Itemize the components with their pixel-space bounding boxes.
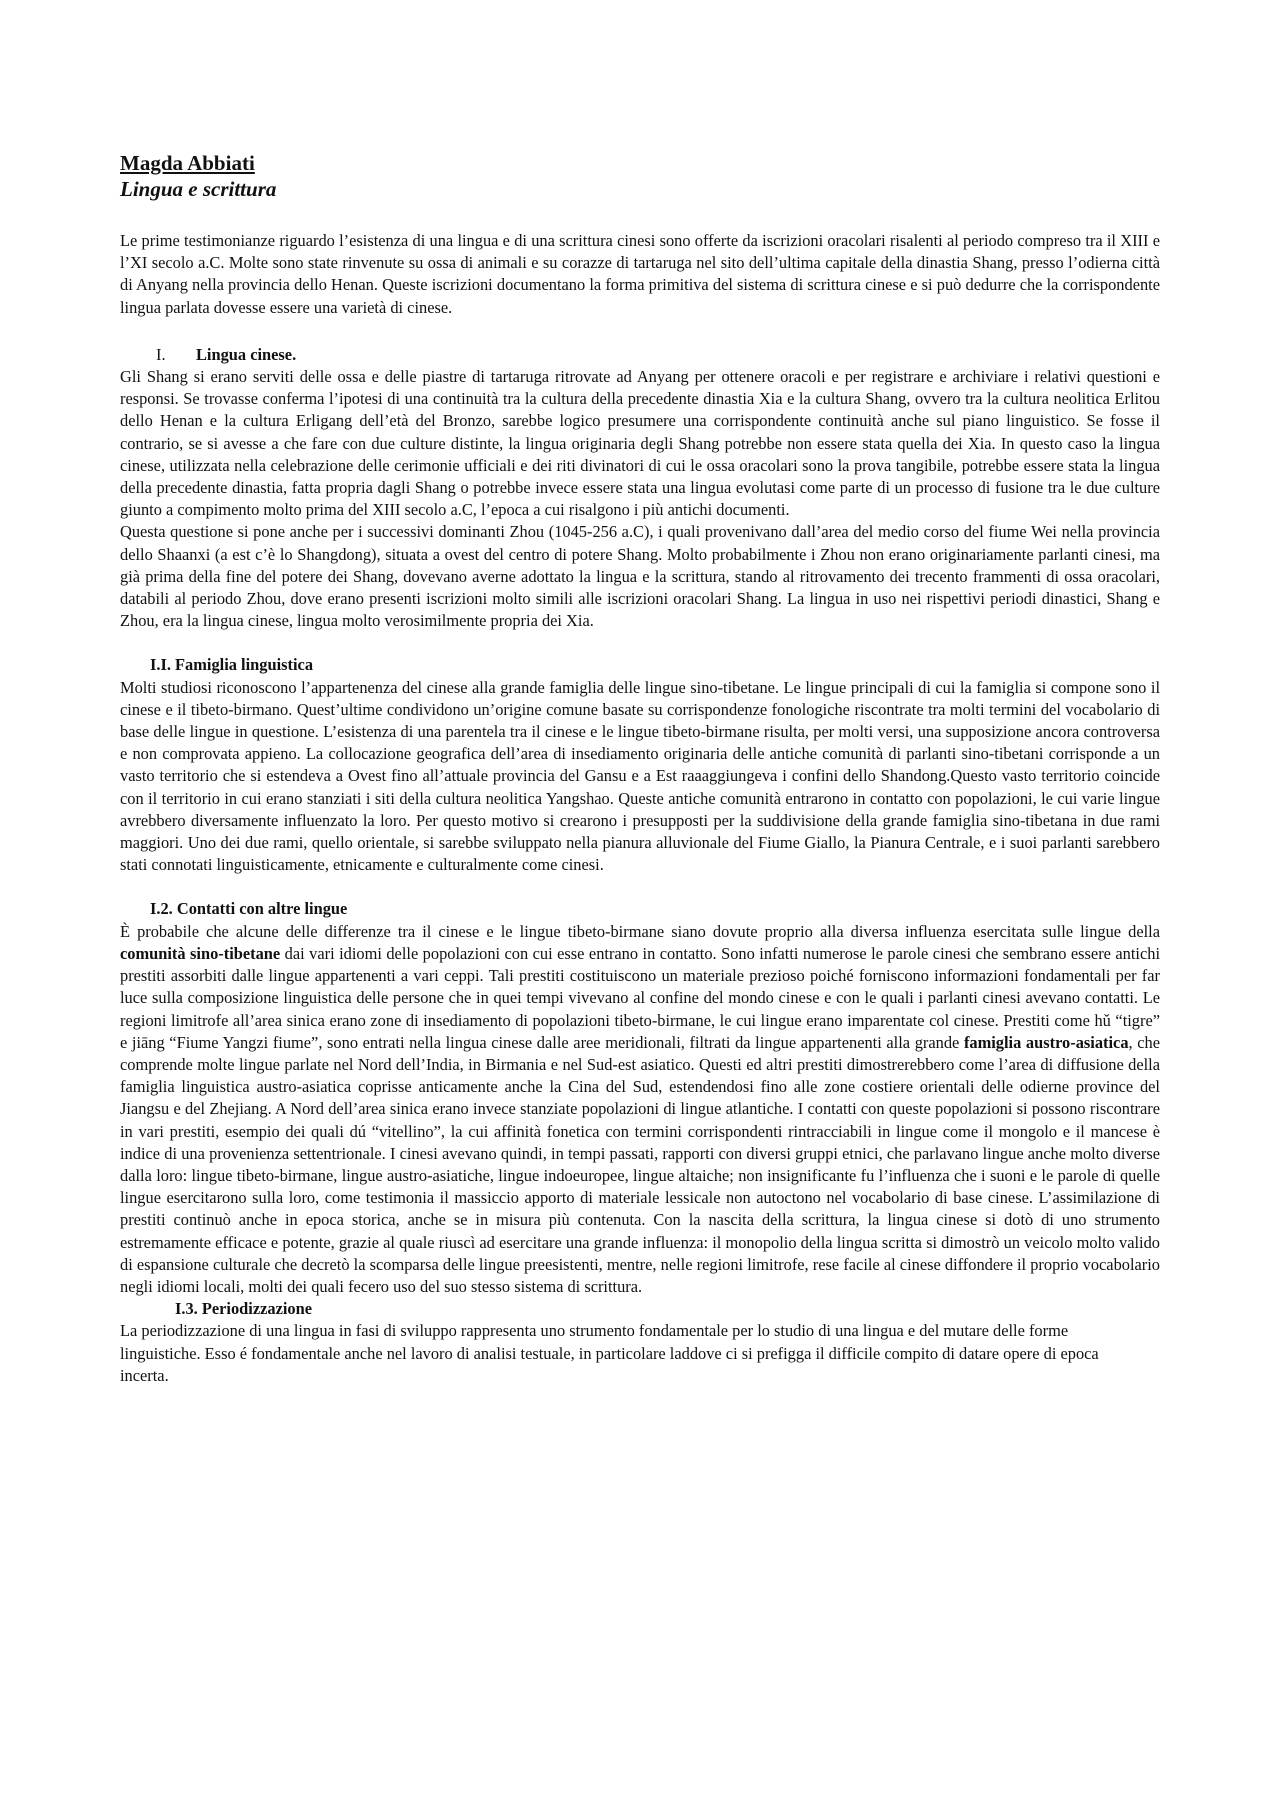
paragraph: Questa questione si pone anche per i successivi dominanti Zhou (1045-256 a.C), i quali provenivano dall’area del medio corso del fiume Wei nella provincia dello Shaanxi (a est c’è lo Shangdong), situata a ovest del centro di potere Shang. Molto probabilmente i Zhou non erano originariamente parlanti cinesi, ma già prima della fine del potere dei Shang, dovevano averne adottato la lingua e la scrittura, stando al ritrovamento dei trecento frammenti di ossa oracolari, databili al periodo Zhou, dove erano presenti iscrizioni molto simili alle iscrizioni oracolari Shang. La lingua in uso nei rispettivi periodi dinastici, Shang e Zhou, era la lingua cinese, lingua molto verosimilmente propria dei Xia. [120,522,1160,631]
paragraph: La periodizzazione di una lingua in fasi di sviluppo rappresenta uno strumento fondamentale per lo studio di una lingua e del mutare delle forme linguistiche. Esso é fondamentale anche nel lavoro di analisi testuale, in particolare laddove ci si prefigga il difficile compito di datare opere di epoca incerta. [120,1321,1099,1385]
section-title: Lingua cinese. [196,344,297,364]
text-run: dai vari idiomi delle popolazioni con cui esse entrano in contatto. Sono infatti numerose le parole cinesi che sembrano essere antichi prestiti assorbiti dalle lingue appartenenti a vari ceppi. Tali prestiti costituiscono un materiale prezioso poiché forniscono informazioni fondamentali per far luce sulla composizione linguistica delle persone che in quei tempi vivevano al confine del mondo cinese e con le quali i parlanti cinesi avevano contatti. Le regioni limitrofe all’area sinica erano zone di insediamento di popolazioni tibeto-birmane, le cui lingue erano imparentate col cinese. Prestiti come hǔ “tigre” e jiāng “Fiume Yangzi fiume”, sono entrati nella lingua cinese dalle aree meridionali, filtrati da lingue appartenenti alla grande [120,943,1161,1052]
paragraph: Gli Shang si erano serviti delle ossa e delle piastre di tartaruga ritrovate ad Anyang per ottenere oracoli e per registrare e archiviare i relativi questioni e responsi. Se trovasse conferma l’ipotesi di una continuità tra la cultura della precedente dinastia Xia e la cultura Shang, ovvero tra la cultura neolitica Erlitou dello Henan e la cultura Erligang dell’età del Bronzo, sarebbe logico presumere una corrispondente continuità anche sul piano linguistico. Se fosse il contrario, se si avesse a che fare con due culture distinte, la lingua originaria degli Shang potrebbe non essere stata quella dei Xia. In questo caso la lingua cinese, utilizzata nella celebrazione delle cerimonie ufficiali e dei riti divinatori di cui le ossa oracolari sono la prova tangibile, potrebbe essere stata la lingua della precedente dinastia, fatta propria dagli Shang o potrebbe invece essere stata una lingua evolutasi come parte di un processo di fusione tra le due culture giunto a compimento molto prima del XIII secolo a.C, l’epoca a cui risalgono i più antichi documenti. [120,367,1160,520]
paragraph [120,921,1160,1298]
text-run: È probabile che alcune delle differenze tra il cinese e le lingue tibeto-birmane siano dovute proprio alla diversa influenza esercitata sulle lingue della [120,921,1160,941]
section-heading-contatti: I.2. Contatti con altre lingue [150,899,348,919]
section-heading-famiglia-linguistica: I.I. Famiglia linguistica [150,655,314,675]
bold-term: famiglia austro-asiatica [963,1032,1129,1052]
section-number: I. [156,344,166,364]
document-subtitle: Lingua e scrittura [120,177,277,201]
intro-paragraph: Le prime testimonianze riguardo l’esistenza di una lingua e di una scrittura cinesi sono offerte da iscrizioni oracolari risalenti al periodo compreso tra il XIII e l’XI secolo a.C. Molte sono state rinvenute su ossa di animali e su corazze di tartaruga nel sito dell’ultima capitale della dinastia Shang, presso l’odierna città di Anyang nella provincia dello Henan. Queste iscrizioni documentano la forma primitiva del sistema di scrittura cinese e si può dedurre che la corrispondente lingua parlata dovesse essere una varietà di cinese. [120,231,1160,317]
document-page [120,150,1160,1387]
text-run: , che comprende molte lingue parlate nel Nord dell’India, in Birmania e nel Sud-est asiatico. Questi ed altri prestiti dimostrerebbero come l’area di diffusione della famiglia linguistica austro-asiatica coprisse anticamente anche la Cina del Sud, estendendosi fino alle zone costiere orientali delle odierne province del Jiangsu e del Zhejiang. A Nord dell’area sinica erano invece stanziate popolazioni di lingue atlantiche. I contatti con queste popolazioni si possono riscontrare in vari prestiti, esempio dei quali dú “vitellino”, la cui affinità fonetica con termini corrispondenti rintracciabili in lingue come il mongolo e il mancese è indice di una provenienza settentrionale. I cinesi avevano quindi, in tempi passati, rapporti con diversi gruppi etnici, che parlavano lingue anche molto diverse dalla loro: lingue tibeto-birmane, lingue austro-asiatiche, lingue indoeuropee, lingue altaiche; non insignificante fu l’influenza che i suoni e le parole di quelle lingue esercitarono sulla loro, come testimonia il massiccio apporto di materiale lessicale non autoctono nel vocabolario di base cinese. L’assimilazione di prestiti continuò anche in epoca storica, anche se in misura più contenuta. Con la nascita della scrittura, la lingua cinese si dotò di uno strumento estremamente efficace e potente, grazie al quale riuscì ad esercitare una grande influenza: il monopolio della lingua scritta si dimostrò un veicolo molto valido di espansione culturale che decretò la scomparsa delle lingue preesistenti, mentre, nelle regioni limitrofe, rese facile al cinese diffondere il proprio vocabolario negli idiomi locali, molti dei quali fecero uso del suo stesso sistema di scrittura. [120,1032,1160,1296]
bold-term: comunità sino-tibetane [120,943,281,963]
section-heading-periodizzazione: I.3. Periodizzazione [175,1299,313,1319]
section-heading-lingua-cinese [156,344,1160,366]
paragraph: Molti studiosi riconoscono l’appartenenza del cinese alla grande famiglia delle lingue sino-tibetane. Le lingue principali di cui la famiglia si compone sono il cinese e il tibeto-birmano. Quest’ultime condividono un’origine comune basate su corrispondenze fonologiche riscontrate tra molti termini del vocabolario di base delle lingue in questione. L’esistenza di una parentela tra il cinese e le lingue tibeto-birmane risulta, per molti versi, una supposizione ancora controversa e non comprovata appieno. La collocazione geografica dell’area di insediamento originaria delle antiche comunità di parlanti sino-tibetani corrisponde a un vasto territorio che si estendeva a Ovest fino all’attuale provincia del Gansu e a Est raaaggiungeva i confini dello Shandong.Questo vasto territorio coincide con il territorio in cui erano stanziati i siti della cultura neolitica Yangshao. Queste antiche comunità entrarono in contatto con popolazioni, le cui varie lingue avrebbero diversamente influenzato la loro. Per questo motivo si crearono i presupposti per la suddivisione della grande famiglia sino-tibetana in due rami maggiori. Uno dei due rami, quello orientale, si sarebbe sviluppato nella pianura alluvionale del Fiume Giallo, la Pianura Centrale, e i suoi parlanti sarebbero stati connotati linguisticamente, etnicamente e culturalmente come cinesi. [120,677,1160,875]
author-name: Magda Abbiati [120,151,255,175]
